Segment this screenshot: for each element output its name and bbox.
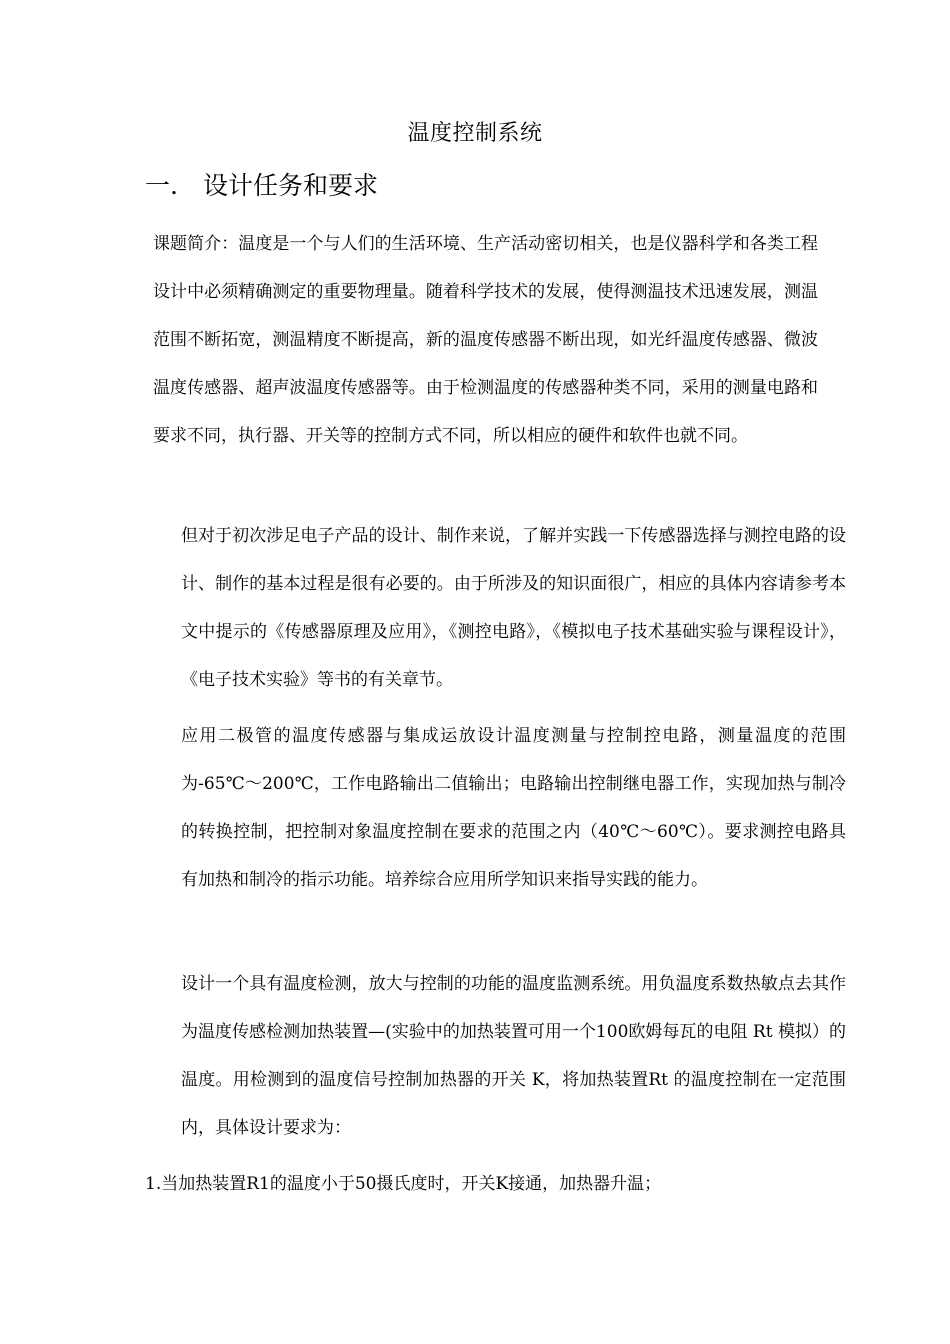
section-title: 设计任务和要求 — [203, 171, 379, 200]
section-heading — [145, 168, 378, 204]
section-number: 一. — [145, 171, 178, 200]
paragraph-diode-sensor: 应用二极管的温度传感器与集成运放设计温度测量与控制控电路，测量温度的范围为-65℃～200℃，工作电路输出二值输出；电路输出控制继电器工作，实现加热与制冷的转换控制，把控制对象温度控制在要求的范围之内（40℃～60℃）。要求测控电路具有加热和制冷的指示功能。培养综合应用所学知识来指导实践的能力。 — [181, 726, 846, 890]
document-title: 温度控制系统 — [407, 121, 543, 146]
paragraph-design-task: 设计一个具有温度检测，放大与控制的功能的温度监测系统。用负温度系数热敏点去其作为温度传感检测加热装置—(实验中的加热装置可用一个100欧姆每瓦的电阻 Rt 模拟）的温度。用检测到的温度信号控制加热器的开关 K，将加热装置Rt 的温度控制在一定范围内，具体设计要求为： — [181, 974, 846, 1138]
paragraph-intro: 课题简介：温度是一个与人们的生活环境、生产活动密切相关，也是仪器科学和各类工程设计中必须精确测定的重要物理量。随着科学技术的发展，使得测温技术迅速发展，测温范围不断拓宽，测温精度不断提高，新的温度传感器不断出现，如光纤温度传感器、微波温度传感器、超声波温度传感器等。由于检测温度的传感器种类不同，采用的测量电路和要求不同，执行器、开关等的控制方式不同，所以相应的硬件和软件也就不同。 — [153, 234, 818, 446]
requirement-item-1: 1.当加热装置R1的温度小于50摄氏度时，开关K接通，加热器升温； — [145, 1174, 662, 1194]
paragraph-references: 但对于初次涉足电子产品的设计、制作来说，了解并实践一下传感器选择与测控电路的设计、制作的基本过程是很有必要的。由于所涉及的知识面很广，相应的具体内容请参考本文中提示的《传感器原理及应用》，《测控电路》，《模拟电子技术基础实验与课程设计》，《电子技术实验》等书的有关章节。 — [181, 526, 846, 690]
